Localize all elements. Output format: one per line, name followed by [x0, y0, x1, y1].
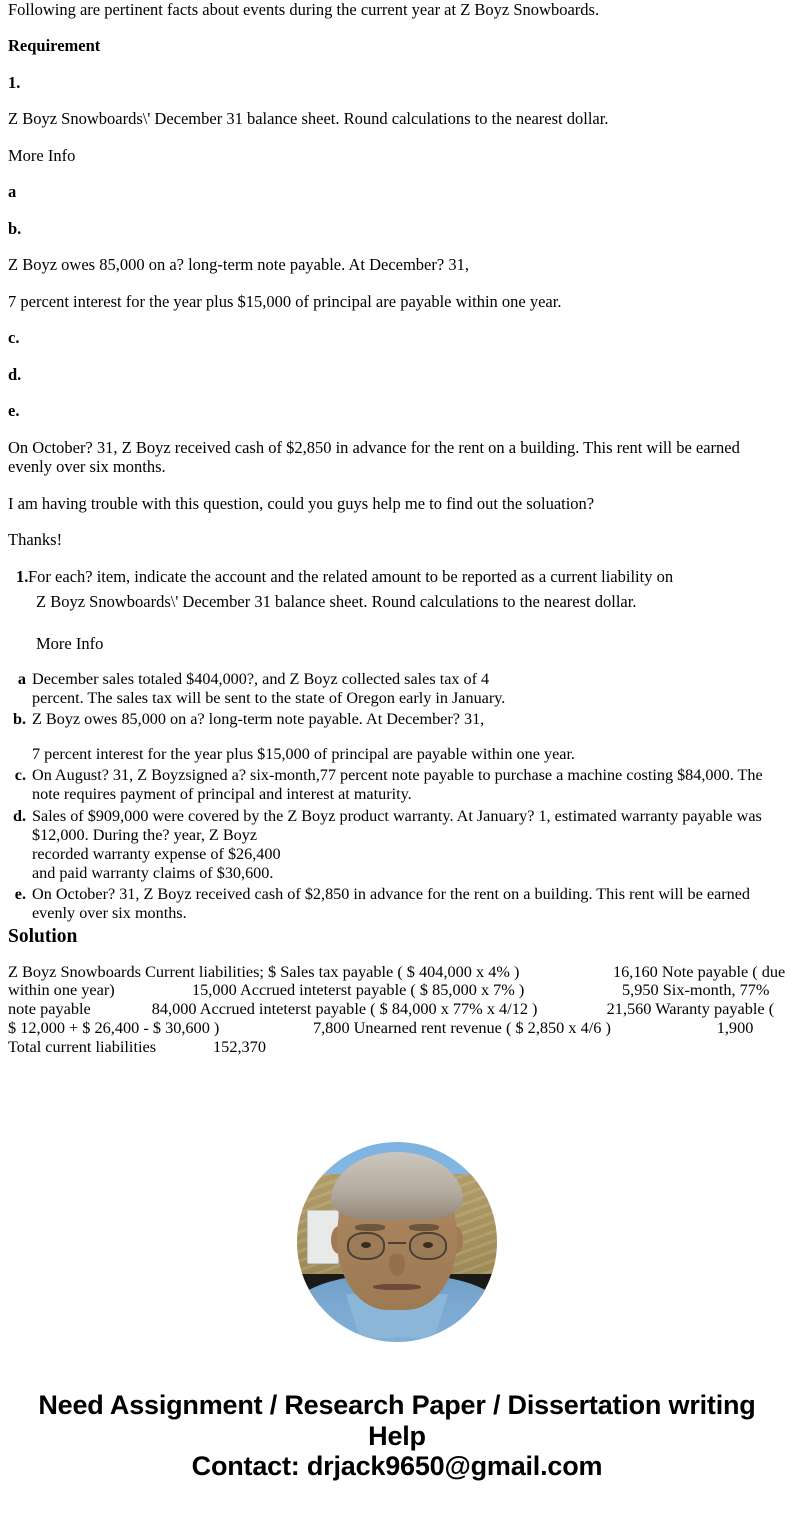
requirement-item-1	[8, 567, 786, 587]
list-item-line-2: recorded warranty expense of $26,400	[32, 844, 281, 863]
list-item-line-2: percent. The sales tax will be sent to the state of Oregon early in January.	[32, 689, 506, 707]
requirement-item-number: 1.	[16, 566, 29, 586]
glasses-lens-left-icon	[347, 1232, 385, 1260]
glasses-bridge-icon	[388, 1242, 406, 1244]
avatar-eyebrow-left	[355, 1224, 385, 1231]
list-item-line-1: On October? 31, Z Boyz received cash of $2,850 in advance for the rent on a building. This rent will be earned evenly over six months.	[32, 884, 751, 923]
glasses-lens-right-icon	[409, 1232, 447, 1260]
solution-heading: Solution	[8, 926, 78, 948]
avatar-container	[8, 1142, 786, 1342]
avatar	[297, 1142, 497, 1342]
list-item-line-1: On August? 31, Z Boyzsigned a? six-month,77 percent note payable to purchase a machine costing $84,000. The note requires payment of principal and interest at maturity.	[32, 766, 763, 804]
requirement-number-marker: 1.	[8, 72, 21, 92]
more-info-label-top: More Info	[8, 145, 76, 165]
thanks-paragraph: Thanks!	[8, 530, 63, 550]
solution-body-text: Z Boyz Snowboards Current liabilities; $ Sales tax payable ( $ 404,000 x 4% ) 16,160 Note payable ( due within one year) 15,000 Accrued inteterst payable ( $ 85,000 x 7% ) 5,950 Six-month, 77% note payable 84,000 Accrued inteterst payable ( $ 84,000 x 77% x 4/12 ) 21,560 Waranty payable ( $ 12,000 + $ 26,400 - $ 30,600 ) 7,800 Unearned rent revenue ( $ 2,850 x 4/6 ) 1,900 Total current liabilities 152,370	[8, 961, 790, 1056]
requirement-item-subtext: Z Boyz Snowboards\' December 31 balance sheet. Round calculations to the nearest dollar.	[36, 592, 637, 612]
avatar-eyebrow-right	[409, 1224, 439, 1231]
help-request-paragraph: I am having trouble with this question, could you guys help me to find out the soluation?	[8, 493, 595, 513]
list-item-line-1: December sales totaled $404,000?, and Z Boyz collected sales tax of 4	[32, 669, 490, 688]
note-e-paragraph: On October? 31, Z Boyz received cash of $2,850 in advance for the rent on a building. This rent will be earned evenly over six months.	[8, 437, 740, 477]
cta-line-2: writing Help	[368, 1390, 756, 1451]
list-item-marker: e.	[14, 884, 26, 903]
list-item-line-1: Z Boyz owes 85,000 on a? long-term note payable. At December? 31,	[32, 710, 485, 729]
requirement-heading: Requirement	[8, 36, 101, 56]
requirement-item-text: For each? item, indicate the account and the related amount to be reported as a current liability on	[28, 566, 674, 586]
call-to-action-block	[8, 1390, 786, 1505]
list-item-line-2: 7 percent interest for the year plus $15,000 of principal are payable within one year.	[32, 745, 575, 764]
list-item-marker: b.	[12, 710, 26, 729]
list-item	[8, 670, 786, 708]
list-item-body	[32, 807, 786, 883]
list-item-body	[32, 885, 786, 923]
list-item-line-3: and paid warranty claims of $30,600.	[32, 863, 274, 882]
list-item-blank-gap	[32, 729, 768, 745]
cta-line-1: Need Assignment / Research Paper / Dissertation	[38, 1390, 662, 1421]
avatar-mouth	[373, 1284, 421, 1290]
marker-d-top: d.	[8, 364, 22, 384]
marker-e-top: e.	[8, 401, 20, 421]
cta-contact-line: Contact: drjack9650@gmail.com	[191, 1450, 603, 1481]
requirement-balance-sheet-line: Z Boyz Snowboards\' December 31 balance sheet. Round calculations to the nearest dollar.	[8, 109, 609, 129]
list-item-marker: c.	[14, 766, 26, 785]
list-item-marker: d.	[12, 806, 26, 825]
list-item-body	[32, 766, 786, 804]
marker-a-top: a	[8, 182, 17, 202]
list-item-line-1: Sales of $909,000 were covered by the Z Boyz product warranty. At January? 1, estimated warranty payable was $12,000. During the? year, Z Boyz	[32, 806, 762, 844]
note-b-line-2: 7 percent interest for the year plus $15,000 of principal are payable within one year.	[8, 291, 562, 311]
marker-c-top: c.	[8, 328, 20, 348]
list-item	[8, 807, 786, 883]
more-info-lettered-list	[8, 670, 786, 923]
marker-b-top: b.	[8, 218, 22, 238]
intro-paragraph: Following are pertinent facts about events during the current year at Z Boyz Snowboards.	[8, 0, 600, 19]
list-item	[8, 710, 786, 764]
list-item-body	[32, 710, 786, 764]
list-item-body	[32, 670, 786, 708]
note-b-line-1: Z Boyz owes 85,000 on a? long-term note payable. At December? 31,	[8, 255, 469, 275]
requirement-list-block	[8, 567, 786, 654]
list-item	[8, 766, 786, 804]
list-item-marker: a	[17, 669, 26, 688]
more-info-label-list: More Info	[36, 634, 104, 654]
list-item	[8, 885, 786, 923]
